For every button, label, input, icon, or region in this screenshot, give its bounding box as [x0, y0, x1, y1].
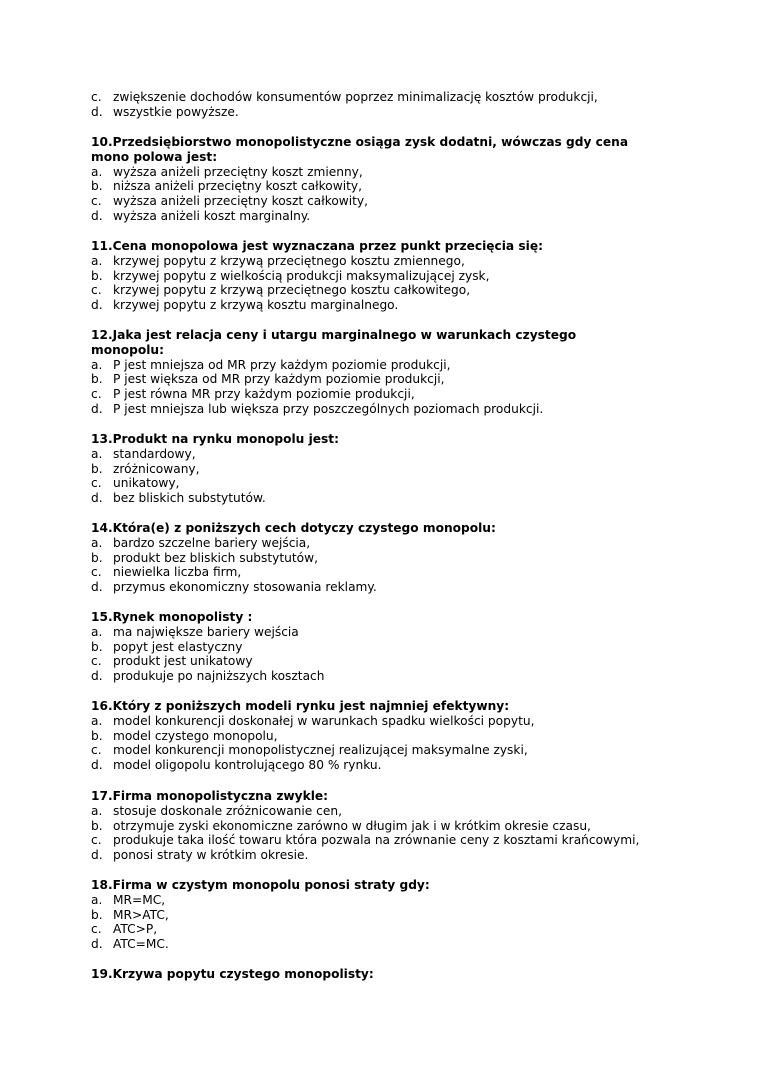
- option-text: niewielka liczba firm,: [113, 565, 242, 580]
- option-row: [91, 669, 731, 684]
- option-text: krzywej popytu z krzywą kosztu marginalnego.: [113, 298, 399, 313]
- option-letter: a.: [91, 535, 103, 550]
- option-text: P jest większa od MR przy każdym poziomie produkcji,: [113, 372, 445, 387]
- option-row: [91, 714, 731, 729]
- option-row: [91, 536, 731, 551]
- option-letter: a.: [91, 803, 103, 818]
- option-text: zwiększenie dochodów konsumentów poprzez minimalizację kosztów produkcji,: [113, 90, 598, 104]
- option-row: [91, 625, 731, 640]
- option-text: ATC=MC.: [113, 937, 169, 952]
- question-title: 15.Rynek monopolisty :: [91, 610, 253, 624]
- option-letter: b.: [91, 728, 103, 743]
- question-14: [91, 521, 731, 595]
- question-title: 16.Który z poniższych modeli rynku jest najmniej efektywny:: [91, 699, 510, 713]
- option-letter: d.: [91, 491, 103, 506]
- option-row: [91, 565, 731, 580]
- option-row: [91, 551, 731, 566]
- question-11: [91, 239, 731, 313]
- option-text: otrzymuje zyski ekonomiczne zarówno w długim jak i w krótkim okresie czasu,: [113, 818, 591, 833]
- option-row: [91, 491, 731, 506]
- option-text: standardowy,: [113, 446, 196, 461]
- option-text: wszystkie powyższe.: [113, 104, 239, 119]
- option-text: bez bliskich substytutów.: [113, 491, 266, 506]
- option-letter: c.: [91, 565, 102, 580]
- option-letter: c.: [91, 90, 102, 104]
- question-title: 19.Krzywa popytu czystego monopolisty:: [91, 967, 374, 981]
- carryover-options: [91, 90, 731, 120]
- question-16: [91, 699, 731, 773]
- option-letter: b.: [91, 818, 103, 833]
- option-row: [91, 640, 731, 655]
- question-title: 11.Cena monopolowa jest wyznaczana przez punkt przecięcia się:: [91, 239, 543, 253]
- option-letter: b.: [91, 639, 103, 654]
- option-letter: b.: [91, 550, 103, 565]
- option-text: produkuje po najniższych kosztach: [113, 669, 325, 684]
- option-letter: b.: [91, 179, 103, 194]
- question-title: 13.Produkt na rynku monopolu jest:: [91, 432, 339, 446]
- option-text: model konkurencji doskonałej w warunkach spadku wielkości popytu,: [113, 713, 535, 728]
- option-text: MR=MC,: [113, 892, 166, 907]
- option-text: krzywej popytu z krzywą przeciętnego kosztu całkowitego,: [113, 283, 471, 298]
- option-text: ATC>P,: [113, 922, 158, 937]
- option-letter: c.: [91, 387, 102, 402]
- option-letter: d.: [91, 669, 103, 684]
- option-letter: c.: [91, 194, 102, 209]
- option-text: bardzo szczelne bariery wejścia,: [113, 535, 311, 550]
- option-letter: b.: [91, 461, 103, 476]
- option-row: [91, 848, 731, 863]
- option-text: produkt jest unikatowy: [113, 654, 253, 669]
- option-row: [91, 462, 731, 477]
- option-row: [91, 804, 731, 819]
- option-row: [91, 937, 731, 952]
- option-letter: b.: [91, 372, 103, 387]
- option-text: MR>ATC,: [113, 907, 169, 922]
- question-title: 18.Firma w czystym monopolu ponosi straty gdy:: [91, 878, 430, 892]
- option-row: [91, 254, 731, 269]
- option-row: [91, 372, 731, 387]
- option-row: [91, 90, 731, 105]
- option-row: [91, 833, 731, 848]
- option-letter: c.: [91, 283, 102, 298]
- option-letter: d.: [91, 758, 103, 773]
- option-letter: a.: [91, 446, 103, 461]
- option-text: P jest mniejsza lub większa przy poszczególnych poziomach produkcji.: [113, 401, 544, 416]
- question-10: [91, 135, 731, 224]
- option-text: niższa aniżeli przeciętny koszt całkowity,: [113, 179, 362, 194]
- option-text: model czystego monopolu,: [113, 728, 278, 743]
- question-17: [91, 789, 731, 863]
- option-letter: a.: [91, 892, 103, 907]
- option-row: [91, 283, 731, 298]
- option-row: [91, 209, 731, 224]
- question-15: [91, 610, 731, 684]
- question-title: 10.Przedsiębiorstwo monopolistyczne osiąga zysk dodatni, wówczas gdy cena mono polowa jest:: [91, 135, 629, 164]
- option-row: [91, 105, 731, 120]
- option-letter: a.: [91, 164, 103, 179]
- option-letter: d.: [91, 104, 103, 119]
- question-13: [91, 432, 731, 506]
- option-text: wyższa aniżeli przeciętny koszt zmienny,: [113, 164, 363, 179]
- option-row: [91, 447, 731, 462]
- option-row: [91, 654, 731, 669]
- question-title: 14.Która(e) z poniższych cech dotyczy czystego monopolu:: [91, 521, 496, 535]
- option-text: wyższa aniżeli koszt marginalny.: [113, 208, 311, 223]
- option-row: [91, 758, 731, 773]
- option-letter: d.: [91, 937, 103, 952]
- option-letter: a.: [91, 713, 103, 728]
- option-row: [91, 922, 731, 937]
- option-row: [91, 893, 731, 908]
- option-row: [91, 179, 731, 194]
- option-row: [91, 402, 731, 417]
- option-row: [91, 908, 731, 923]
- option-text: ponosi straty w krótkim okresie.: [113, 848, 309, 863]
- option-text: popyt jest elastyczny: [113, 639, 243, 654]
- option-letter: c.: [91, 654, 102, 669]
- option-row: [91, 743, 731, 758]
- option-letter: b.: [91, 268, 103, 283]
- option-text: zróżnicowany,: [113, 461, 200, 476]
- option-row: [91, 298, 731, 313]
- option-text: stosuje doskonale zróżnicowanie cen,: [113, 803, 342, 818]
- option-letter: a.: [91, 357, 103, 372]
- option-text: produkt bez bliskich substytutów,: [113, 550, 318, 565]
- option-letter: d.: [91, 298, 103, 313]
- option-text: krzywej popytu z krzywą przeciętnego kosztu zmiennego,: [113, 253, 465, 268]
- option-text: unikatowy,: [113, 476, 180, 491]
- option-row: [91, 819, 731, 834]
- option-text: P jest równa MR przy każdym poziomie produkcji,: [113, 387, 415, 402]
- option-letter: b.: [91, 907, 103, 922]
- option-letter: c.: [91, 833, 102, 848]
- option-row: [91, 387, 731, 402]
- option-letter: d.: [91, 848, 103, 863]
- question-title: 17.Firma monopolistyczna zwykle:: [91, 789, 329, 803]
- option-text: produkuje taka ilość towaru która pozwala na zrównanie ceny z kosztami krańcowymi,: [113, 833, 640, 848]
- option-letter: a.: [91, 624, 103, 639]
- question-19: [91, 967, 731, 982]
- option-letter: c.: [91, 743, 102, 758]
- option-text: przymus ekonomiczny stosowania reklamy.: [113, 580, 377, 595]
- option-letter: a.: [91, 253, 103, 268]
- option-row: [91, 729, 731, 744]
- option-text: krzywej popytu z wielkością produkcji maksymalizującej zysk,: [113, 268, 490, 283]
- option-row: [91, 165, 731, 180]
- option-letter: c.: [91, 922, 102, 937]
- option-text: wyższa aniżeli przeciętny koszt całkowity,: [113, 194, 369, 209]
- option-row: [91, 476, 731, 491]
- option-letter: d.: [91, 401, 103, 416]
- option-row: [91, 269, 731, 284]
- option-row: [91, 358, 731, 373]
- option-text: ma największe bariery wejścia: [113, 624, 299, 639]
- option-text: P jest mniejsza od MR przy każdym poziomie produkcji,: [113, 357, 451, 372]
- option-text: model konkurencji monopolistycznej realizującej maksymalne zyski,: [113, 743, 528, 758]
- option-text: model oligopolu kontrolującego 80 % rynku.: [113, 758, 382, 773]
- question-18: [91, 878, 731, 952]
- option-row: [91, 194, 731, 209]
- question-12: [91, 328, 731, 417]
- question-title: 12.Jaka jest relacja ceny i utargu marginalnego w warunkach czystego monopolu:: [91, 328, 577, 357]
- option-letter: d.: [91, 208, 103, 223]
- option-letter: d.: [91, 580, 103, 595]
- option-letter: c.: [91, 476, 102, 491]
- option-row: [91, 580, 731, 595]
